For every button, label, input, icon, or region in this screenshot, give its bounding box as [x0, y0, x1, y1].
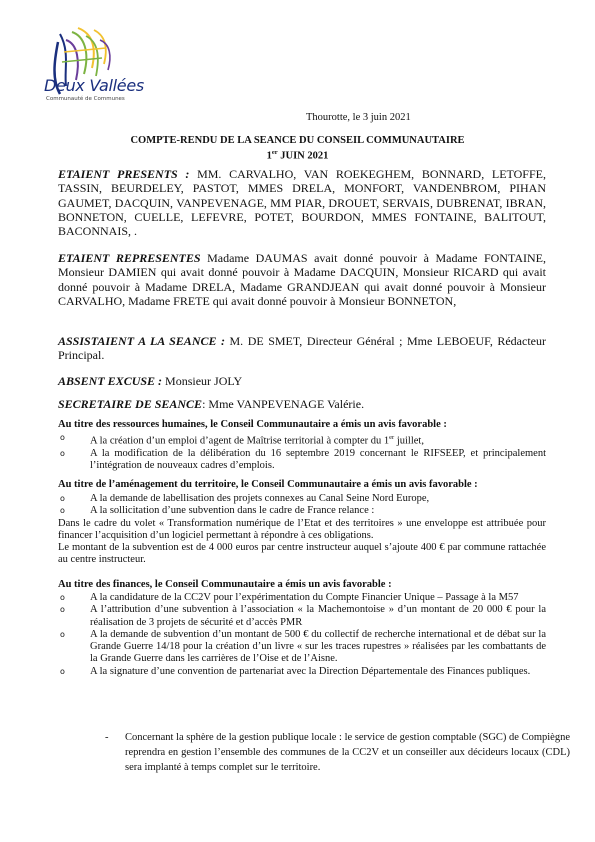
territoire-list	[58, 493, 546, 567]
document-subtitle: 1er JUIN 2021	[266, 149, 329, 162]
territoire-paragraph-1: Dans le cadre du volet « Transformation numérique de l’Etat et des territoires » une enveloppe est attribuée pour financer l’acquisition d’un logiciel permettant à répondre à ces obligations.	[58, 517, 546, 541]
rh-list	[58, 432, 546, 472]
logo-subtitle: Communauté de Communes	[46, 96, 125, 102]
territoire-heading: Au titre de l’aménagement du territoire, le Conseil Communautaire a émis un avis favorable :	[58, 479, 478, 490]
list-item: o A la candidature de la CC2V pour l’expérimentation du Compte Financier Unique – Passage à la M57	[60, 592, 519, 603]
rh-heading: Au titre des ressources humaines, le Conseil Communautaire a émis un avis favorable :	[58, 419, 447, 430]
list-item: o A la modification de la délibération du 16 septembre 2019 concernant le RIFSEEP, et principalement l’intégration de nouveaux cadres d’emplois.	[60, 447, 546, 472]
absent-paragraph: ABSENT EXCUSE : Monsieur JOLY	[58, 374, 243, 388]
list-item: o A la demande de labellisation des projets connexes au Canal Seine Nord Europe,	[60, 493, 430, 504]
document-date: Thourotte, le 3 juin 2021	[306, 112, 411, 123]
finances-list	[58, 592, 546, 678]
finances-heading: Au titre des finances, le Conseil Communautaire a émis un avis favorable :	[58, 579, 392, 590]
list-item: o A la signature d’une convention de partenariat avec la Direction Départementale des Finances publiques.	[60, 665, 531, 677]
secretaire-paragraph: SECRETAIRE DE SEANCE: Mme VANPEVENAGE Valérie.	[58, 397, 365, 411]
document-title: COMPTE-RENDU DE LA SEANCE DU CONSEIL COMMUNAUTAIRE	[130, 135, 465, 146]
representes-paragraph: ETAIENT REPRESENTES Madame DAUMAS avait donné pouvoir à Madame FONTAINE, Monsieur DAMIEN qui avait donné pouvoir à Madame DACQUIN, Monsieur RICARD qui avait donné pouvoir à Madame DRELA, Madame GRANDJEAN qui avait donné pouvoir à Monsieur CARVALHO, Madame FRETE qui avait donné pouvoir à Monsieur BONNETON,	[58, 251, 546, 308]
deux-vallees-logo	[36, 22, 186, 120]
list-item: o A la demande de subvention d’un montant de 500 € du collectif de recherche international et de débat sur la Grande Guerre 14/18 pour la création d’un livre « sur les traces rupestres » réalisées par les combattants de la Grande Guerre dans les carrières de l’Oise et de l’Aisne.	[60, 628, 546, 665]
presents-paragraph: ETAIENT PRESENTS : MM. CARVALHO, VAN ROEKEGHEM, BONNARD, LETOFFE, TASSIN, BEURDELEY, PASTOT, MMES DRELA, MONFORT, VANDENBROM, PIHAN GAUMET, DACQUIN, VANPEVENAGE, MM PIAR, DROUET, SERVAIS, DUBRENAT, IBRAN, BONNETON, CUELLE, LEFEVRE, POTET, BOURDON, MMES FONTAINE, BALITOUT, BACONNAIS, .	[58, 167, 546, 239]
logo-wordmark: Deux Vallées	[44, 76, 144, 95]
assistaient-paragraph: ASSISTAIENT A LA SEANCE : M. DE SMET, Directeur Général ; Mme LEBOEUF, Rédacteur Principal.	[58, 334, 546, 363]
list-item: o A la création d’un emploi d’agent de Maîtrise territorial à compter du 1er juillet,	[60, 433, 424, 447]
territoire-paragraph-2: Le montant de la subvention est de 4 000 euros par centre instructeur auquel s’ajoute 400 € par commune rattachée au centre instructeur.	[58, 542, 546, 566]
list-item: o A l’attribution d’une subvention à l’association « la Machemontoise » d’un montant de 20 000 € pour la réalisation de 3 projets de sécurité et d’accès PMR	[60, 604, 546, 628]
finances-sub-item: - Concernant la sphère de la gestion publique locale : le service de gestion comptable (SGC) de Compiègne reprendra en gestion l’ensemble des communes de la CC2V et un conseiller aux décideurs locaux (CDL) sera implanté à temps complet sur le territoire.	[105, 732, 570, 773]
list-item: o A la sollicitation d’une subvention dans le cadre de France relance :	[60, 505, 375, 517]
